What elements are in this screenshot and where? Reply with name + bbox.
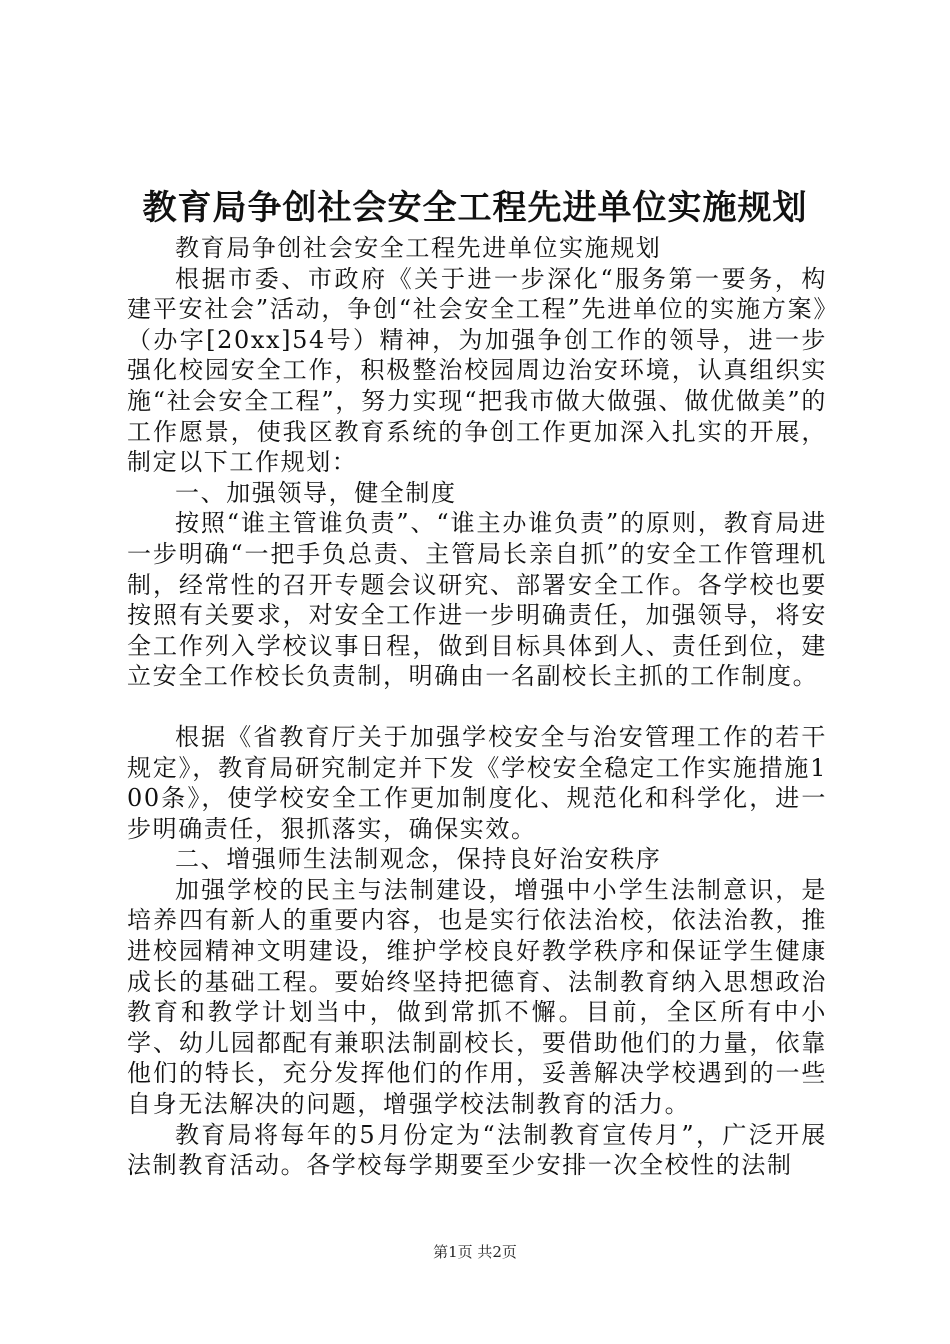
page-footer: 第1页 共2页 [433, 1243, 517, 1261]
section-1-paragraph-1: 按照“谁主管谁负责”、“谁主办谁负责”的原则，教育局进一步明确“一把手负总责、主管局长亲自抓”的安全工作管理机制，经常性的召开专题会议研究、部署安全工作。各学校也要按照有关要求，对安全工作进一步明确责任，加强领导，将安全工作列入学校议事日程，做到目标具体到人、责任到位，建立安全工作校长负责制，明确由一名副校长主抓的工作制度。 [127, 509, 827, 691]
section-1-paragraph-2: 根据《省教育厅关于加强学校安全与治安管理工作的若干规定》，教育局研究制定并下发《学校安全稳定工作实施措施100条》，使学校安全工作更加制度化、规范化和科学化，进一步明确责任，狠抓落实，确保实效。 [127, 722, 827, 843]
section-2-paragraph-1: 加强学校的民主与法制建设，增强中小学生法制意识，是培养四有新人的重要内容，也是实行依法治校，依法治教，推进校园精神文明建设，维护学校良好教学秩序和保证学生健康成长的基础工程。要始终坚持把德育、法制教育纳入思想政治教育和教学计划当中，做到常抓不懈。目前，全区所有中小学、幼儿园都配有兼职法制副校长，要借助他们的力量，依靠他们的特长，充分发挥他们的作用，妥善解决学校遇到的一些自身无法解决的问题，增强学校法制教育的活力。 [127, 875, 827, 1119]
paragraph-gap [127, 692, 827, 722]
document-body [127, 233, 827, 1181]
section-heading-2: 二、增强师生法制观念，保持良好治安秩序 [175, 845, 662, 874]
section-2-paragraph-2: 教育局将每年的5月份定为“法制教育宣传月”，广泛开展法制教育活动。各学校每学期要至少安排一次全校性的法制 [127, 1120, 827, 1180]
document-title: 教育局争创社会安全工程先进单位实施规划 [142, 188, 808, 228]
subtitle-paragraph: 教育局争创社会安全工程先进单位实施规划 [175, 234, 662, 262]
section-heading-1: 一、加强领导，健全制度 [175, 478, 457, 507]
intro-paragraph: 根据市委、市政府《关于进一步深化“服务第一要务，构建平安社会”活动，争创“社会安全工程”先进单位的实施方案》（办字[20xx]54号）精神，为加强争创工作的领导，进一步强化校园安全工作，积极整治校园周边治安环境，认真组织实施“社会安全工程”，努力实现“把我市做大做强、做优做美”的工作愿景，使我区教育系统的争创工作更加深入扎实的开展，制定以下工作规划： [127, 264, 827, 477]
